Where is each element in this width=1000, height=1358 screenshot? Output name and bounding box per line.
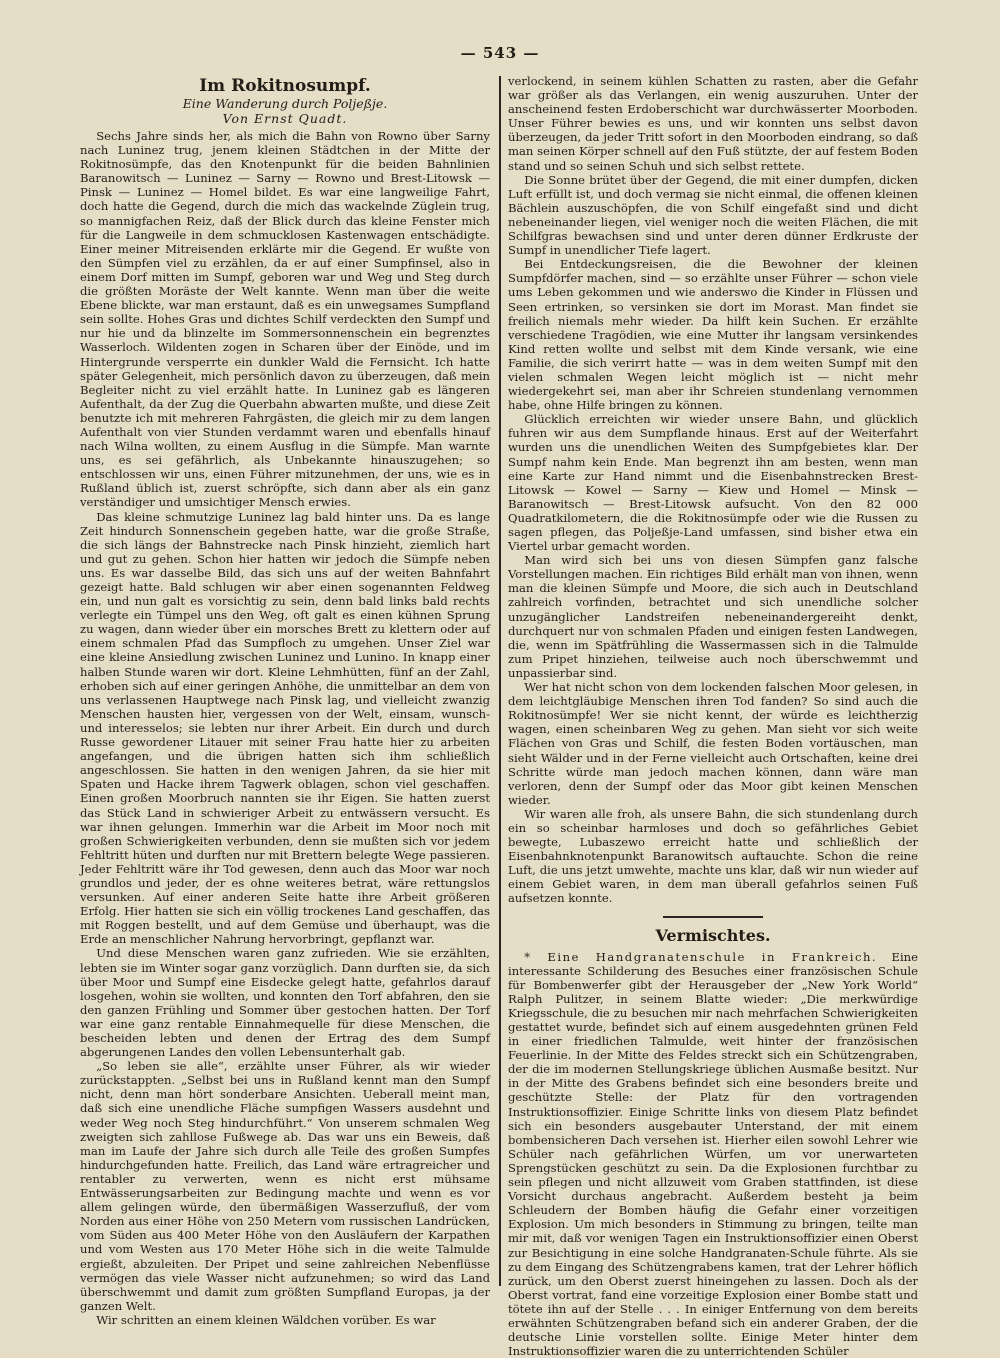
left-column bbox=[80, 74, 490, 1327]
misc-item-text: Eine interessante Schilderung des Besuches einer französischen Schule für Bombenwerfer gibt der Herausgeber der „New York World“ Ralph Pulitzer, in seinem Blatte wieder: „Die merkwürdige Kriegsschule, die zu besuchen mir nach mehrfachen Schwierigkeiten gestattet wurde, befindet sich auf einem ausgedehnten grünen Feld in einer friedlichen Talmulde, weit hinter der französischen Feuerlinie. In der Mitte des Feldes streckt sich ein Schützengraben, der die im modernen Stellungskriege üblichen Ausmaße besitzt. Nur in der Mitte des Grabens befindet sich eine besonders breite und geschützte Stelle: der Platz für den vortragenden Instruktionsoffizier. Einige Schritte links von diesem Platz befindet sich ein besonders ausgebauter Unterstand, der mit einem bombensicheren Dach versehen ist. Hierher eilen sowohl Lehrer wie Schüler nach gefährlichen Würfen, um vor unerwarteten Sprengstücken geschützt zu sein. Da die Explosionen furchtbar zu sein pflegen und nicht allzuweit vom Graben stattfinden, ist diese Vorsicht durchaus angebracht. Außerdem besteht ja beim Schleudern der Bomben häufig die Gefahr einer vorzeitigen Explosion. Um mich besonders in Stimmung zu bringen, teilte man mir mit, daß vor wenigen Tagen ein Instruktionsoffizier einen Oberst zur Besichtigung in eine solche Handgranaten-Schule führte. Als sie zu dem Eingang des Schützengrabens kamen, trat der Lehrer höflich zurück, um den Oberst zuerst hineingehen zu lassen. Doch als der Oberst vortrat, fand eine vorzeitige Explosion einer Bombe statt und tötete ihn auf der Stelle . . . In einiger Entfernung von dem bereits erwähnten Schützengraben befand sich ein anderer Graben, der die deutsche Linie vorstellen sollte. Einige Meter hinter dem Instruktionsoffizier waren die zu unterrichtenden Schüler bbox=[508, 949, 918, 1358]
article-paragraph: Glücklich erreichten wir wieder unsere Bahn, und glücklich fuhren wir aus dem Sumpflande hinaus. Erst auf der Weiterfahrt wurden uns die unendlichen Weiten des Sumpfgebietes klar. Der Sumpf nahm kein Ende. Man begrenzt ihn am besten, wenn man eine Karte zur Hand nimmt und die Eisenbahnstrecken Brest-Litowsk — Kowel — Sarny — Kiew und Homel — Minsk — Baranowitsch — Brest-Litowsk aufsucht. Von den 82 000 Quadratkilometern, die die Rokitnosümpfe oder wie die Russen zu sagen pflegen, das Poljeßje-Land umfassen, sind bisher etwa ein Viertel urbar gemacht worden. bbox=[508, 412, 918, 554]
article-paragraph: Wir schritten an einem kleinen Wäldchen vorüber. Es war bbox=[96, 1312, 436, 1327]
article-paragraph: verlockend, in seinem kühlen Schatten zu rasten, aber die Gefahr war größer als das Verlangen, ein wenig auszuruhen. Unter der anscheinend festen Erdoberschicht war durchwässerter Moorboden. Unser Führer bewies es uns, und wir konnten uns selbst davon überzeugen, da jeder Tritt sofort in den Moorboden eindrang, so daß man seinen Körper schnell auf den Fuß stützte, der auf festem Boden stand und so seinen Schuh und sich selbst rettete. bbox=[508, 74, 918, 173]
misc-paragraph bbox=[508, 950, 918, 1358]
article-title: Im Rokitnosumpf. bbox=[199, 76, 371, 96]
article-paragraph: Man wird sich bei uns von diesen Sümpfen ganz falsche Vorstellungen machen. Ein richtiges Bild erhält man von ihnen, wenn man die kleinen Sümpfe und Moore, die sich auch in Deutschland zahlreich vorfinden, betrachtet und sich unendliche solcher unzugänglicher Landstreifen nebeneinandergereiht denkt, durchquert nur von schmalen Pfaden und einigen festen Landwegen, die, wenn im Spätfrühling die Wassermassen sich in die Talmulde zum Pripet hinziehen, teilweise auch noch überschwemmt und unpassierbar sind. bbox=[508, 553, 918, 680]
article-paragraph: Wir waren alle froh, als unsere Bahn, die sich stundenlang durch ein so scheinbar harmloses und doch so gefährliches Gebiet bewegte, Lubaszewo erreicht hatte und schließlich der Eisenbahnknotenpunkt Baranowitsch auftauchte. Schon die reine Luft, die uns jetzt umwehte, machte uns klar, daß wir nun wieder auf einem Gebiet waren, in dem man überall gefahrlos seinen Fuß aufsetzen konnte. bbox=[508, 806, 918, 906]
page-number: — 543 — bbox=[460, 44, 540, 62]
article-paragraph: Wer hat nicht schon von dem lockenden falschen Moor gelesen, in dem leichtgläubige Menschen ihren Tod fanden? So sind auch die Rokitnosümpfe! Wer sie nicht kennt, der würde es leichtherzig wagen, einen scheinbaren Weg zu gehen. Man sieht vor sich weite Flächen von Gras und Schilf, die festen Boden vortäuschen, man sieht Wälder und in der Ferne vielleicht auch Ortschaften, keine drei Schritte würde man jedoch machen können, dann wäre man verloren, denn der Sumpf oder das Moor gibt keinen Menschen wieder. bbox=[508, 680, 918, 807]
article-paragraph: Die Sonne brütet über der Gegend, die mit einer dumpfen, dicken Luft erfüllt ist, und doch vermag sie nicht einmal, die offenen kleinen Bächlein auszuschöpfen, die von Schilf eingefaßt sind und dicht nebeneinander liegen, viel weniger noch die weiten Flächen, die mit Schilfgras bewachsen sind und unter deren dünner Erdkruste der Sumpf in unendlicher Tiefe lagert. bbox=[508, 172, 918, 258]
right-column bbox=[508, 74, 918, 1358]
article-paragraph: Das kleine schmutzige Luninez lag bald hinter uns. Da es lange Zeit hindurch Sonnenschein gegeben hatte, war die große Straße, die sich längs der Bahnstrecke nach Pinsk hinzieht, ziemlich hart und gut zu gehen. Schon hier hatten wir jedoch die Sümpfe neben uns. Es war dasselbe Bild, das sich uns auf der weiten Bahnfahrt gezeigt hatte. Bald schlugen wir aber einen sogenannten Feldweg ein, und nun galt es vorsichtig zu sein, denn bald links bald rechts verlegte ein Tümpel uns den Weg, oft galt es einen kühnen Sprung zu wagen, dann wieder über ein morsches Brett zu klettern oder auf einem schmalen Pfad das Sumpfloch zu umgehen. Unser Ziel war eine kleine Ansiedlung zwischen Luninez und Lunino. In knapp einer halben Stunde waren wir dort. Kleine Lehmhütten, fünf an der Zahl, erhoben sich auf einer geringen Anhöhe, die unmittelbar an dem von uns verlassenen Hauptwege nach Pinsk lag, und vielleicht zwanzig Menschen hausten hier, vergessen von der Welt, einsam, wunsch- und interesselos; sie lebten nur ihrer Arbeit. Ein durch und durch Russe gewordener Litauer mit seiner Frau hatte hier zu arbeiten angefangen, und die übrigen hatten sich ihm schließlich angeschlossen. Sie hatten in den wenigen Jahren, da sie hier mit Spaten und Hacke ihrem Tagwerk oblagen, schon viel geschaffen. Einen großen Moorbruch nannten sie ihr Eigen. Sie hatten zuerst das Stück Land in schwieriger Arbeit zu entwässern versucht. Es war ihnen gelungen. Immerhin war die Arbeit im Moor noch mit großen Schwierigkeiten verbunden, denn sie mußten sich vor jedem Fehltritt hüten und durften nur mit Brettern belegte Wege passieren. Jeder Fehltritt wäre ihr Tod gewesen, denn auch das Moor war noch grundlos und jeder, der es ohne weiteres betrat, wäre rettungslos versunken. Auf einer anderen Seite hatte ihre Arbeit größeren Erfolg. Hier hatten sie sich ein völlig trockenes Land geschaffen, das mit Roggen bestellt, und auf dem Gemüse und überhaupt, was die Erde an menschlicher Nahrung hervorbringt, gepflanzt war. bbox=[80, 509, 490, 947]
article-paragraph: „So leben sie alle“, erzählte unser Führer, als wir wieder zurückstappten. „Selbst bei uns in Rußland kennt man den Sumpf nicht, denn man hört sonderbare Ansichten. Ueberall meint man, daß sich eine unendliche Fläche sumpfigen Wassers ausdehnt und weder Weg noch Steg hindurchführt.“ Von unserem schmalen Weg zweigten sich zahllose Fußwege ab. Das war uns ein Beweis, daß man im Laufe der Jahre sich durch alle Teile des großen Sumpfes hindurchgefunden hatte. Freilich, das Land wäre ertragreicher und rentabler zu verwerten, wenn es nicht erst mühsame Entwässerungsarbeiten zur Bedingung machte und wenn es vor allem gelingen würde, den übermäßigen Wasserzufluß, der vom Norden aus einer Höhe von 250 Metern vom russischen Landrücken, vom Süden aus 400 Meter Höhe von den Ausläufern der Karpathen und vom Westen aus 170 Meter Höhe sich in die weite Talmulde ergießt, abzuleiten. Der Pripet und seine zahlreichen Nebenflüsse vermögen das viele Wasser nicht aufzunehmen; so wird das Land überschwemmt und damit zum größten Sumpfland Europas, ja der ganzen Welt. bbox=[80, 1059, 490, 1313]
article-paragraph: Bei Entdeckungsreisen, die die Bewohner der kleinen Sumpfdörfer machen, sind — so erzählte unser Führer — schon viele ums Leben gekommen und wie anderswo die Kinder in Flüssen und Seen ertrinken, so versinken sie dort im Morast. Man findet sie freilich niemals mehr wieder. Da hilft kein Suchen. Er erzählte verschiedene Tragödien, wie eine Mutter ihr langsam versinkendes Kind retten wollte und selbst mit dem Kinde versank, wie eine Familie, die sich verirrt hatte — was in dem weiten Sumpf mit den vielen schmalen Wegen leicht möglich ist — nicht mehr wiedergekehrt sei, man aber ihr Schreien stundenlang vernommen habe, ohne Hilfe bringen zu können. bbox=[508, 257, 918, 413]
article-byline: Von Ernst Quadt. bbox=[222, 111, 348, 126]
article-paragraph: Und diese Menschen waren ganz zufrieden. Wie sie erzählten, lebten sie im Winter sogar ganz vorzüglich. Dann durften sie, da sich über Moor und Sumpf eine Eisdecke gelegt hatte, gefahrlos darauf losgehen, wohin sie wollten, und konnten den Torf abfahren, den sie den ganzen Frühling und Sommer über gestochen hatten. Der Torf war eine ganz rentable Einnahmequelle für diese Menschen, die bescheiden lebten und denen der Ertrag des dem Sumpf abgerungenen Landes den vollen Lebensunterhalt gab. bbox=[80, 946, 490, 1060]
column-divider bbox=[499, 76, 501, 1286]
article-paragraph: Sechs Jahre sinds her, als mich die Bahn von Rowno über Sarny nach Luninez trug, jenem kleinen Städtchen in der Mitte der Rokitnosümpfe, das den Knotenpunkt für die beiden Bahnlinien Baranowitsch — Luninez — Sarny — Rowno und Brest-Litowsk — Pinsk — Luninez — Homel bildet. Es war eine langweilige Fahrt, doch hatte die Gegend, durch die mich das wackelnde Züglein trug, so mannigfachen Reiz, daß der Blick durch das kleine Fenster mich für die Langweile in dem schmucklosen Kastenwagen entschädigte. Einer meiner Mitreisenden erklärte mir die Gegend. Er wußte von den Sümpfen viel zu erzählen, da er auf einer Sumpfinsel, also in einem Dorf mitten im Sumpf, geboren war und Weg und Steg durch die größten Moräste der Welt kannte. Wenn man über die weite Ebene blickte, war man erstaunt, daß es ein unwegsames Sumpfland sein sollte. Hohes Gras und dichtes Schilf verdeckten den Sumpf und nur hie und da blinzelte im Sommersonnenschein ein begrenztes Wasserloch. Wildenten zogen in Scharen über der Einöde, und im Hintergrunde versperrte ein dunkler Wald die Fernsicht. Ich hatte später Gelegenheit, mich persönlich davon zu überzeugen, daß mein Begleiter nicht zu viel erzählt hatte. In Luninez gab es längeren Aufenthalt, da der Zug die Querbahn abwarten mußte, und diese Zeit benutzte ich mit mehreren Fahrgästen, die gleich mir zu dem langen Aufenthalt von vier Stunden verdammt waren und ebenfalls hinauf nach Wilna wollten, zu einem Ausflug in die Sümpfe. Man warnte uns, es sei gefährlich, als Unbekannte hinauszugehen; so entschlossen wir uns, einen Führer mitzunehmen, der uns, wie es in Rußland üblich ist, zuerst schröpfte, sich dann aber als ein ganz verständiger und umsichtiger Mensch erwies. bbox=[80, 129, 490, 510]
misc-section-title: Vermischtes. bbox=[655, 925, 771, 945]
article-subtitle: Eine Wanderung durch Poljeßje. bbox=[182, 96, 388, 111]
section-divider bbox=[663, 916, 763, 918]
misc-item-lead: * Eine Handgranatenschule in Frankreich. bbox=[524, 949, 878, 964]
